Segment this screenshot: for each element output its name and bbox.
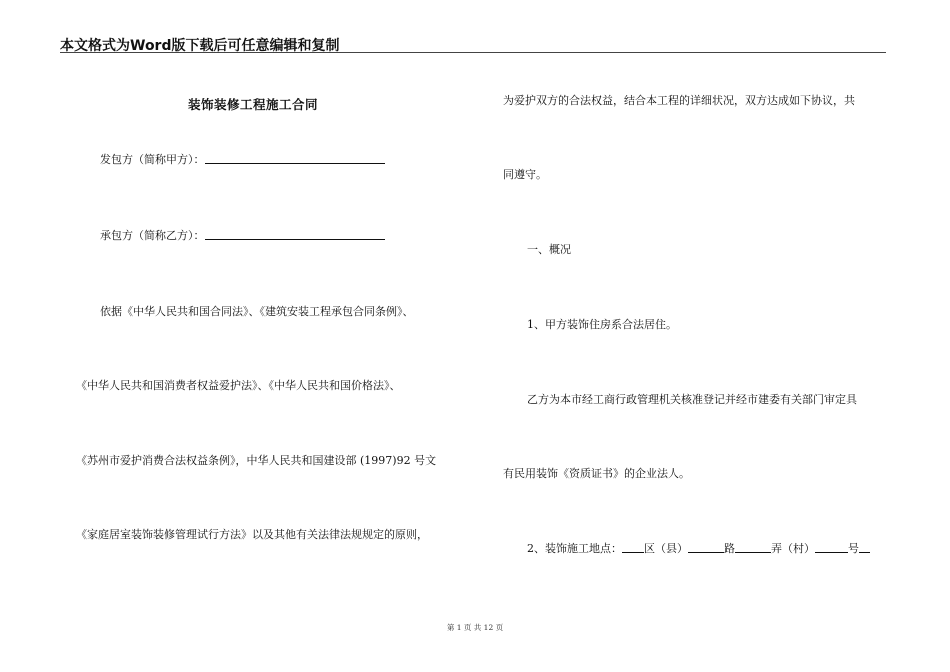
item-1b-line-2: 有民用装饰《资质证书》的企业法人。 xyxy=(503,467,690,480)
header-divider xyxy=(60,52,886,53)
party-b-label: 承包方（简称乙方）： xyxy=(100,229,205,242)
district-blank xyxy=(622,542,644,553)
document-header: 本文格式为Word版下载后可任意编辑和复制 xyxy=(60,38,340,54)
party-a-blank xyxy=(205,153,385,164)
number-label: 号 xyxy=(848,542,859,555)
item-2-address-line xyxy=(527,542,870,556)
purpose-line-2: 同遵守。 xyxy=(503,168,547,181)
page-footer: 第 1 页 共 12 页 xyxy=(446,623,504,632)
lane-label: 弄（村） xyxy=(771,542,815,555)
basis-paragraph-line-3: 《苏州市爱护消费合法权益条例》，中华人民共和国建设部 (1997)92 号文 xyxy=(76,454,437,467)
purpose-line-1: 为爱护双方的合法权益，结合本工程的详细状况，双方达成如下协议，共 xyxy=(503,94,855,107)
road-blank xyxy=(688,542,724,553)
section-overview-heading: 一、概况 xyxy=(527,243,571,256)
item-1-text: 1、甲方装饰住房系合法居住。 xyxy=(527,318,677,331)
number-blank xyxy=(815,542,848,553)
basis-paragraph-line-4: 《家庭居室装饰装修管理试行方法》以及其他有关法律法规规定的原则， xyxy=(76,528,428,541)
party-a-line xyxy=(100,153,385,167)
party-b-blank xyxy=(205,229,385,240)
basis-paragraph-line-1: 依据《中华人民共和国合同法》、《建筑安装工程承包合同条例》、 xyxy=(100,305,414,318)
road-label: 路 xyxy=(724,542,735,555)
lane-blank xyxy=(735,542,771,553)
district-label: 区（县） xyxy=(644,542,688,555)
party-a-label: 发包方（简称甲方）： xyxy=(100,153,205,166)
item-2-label: 2、装饰施工地点： xyxy=(527,542,622,555)
item-1b-line-1: 乙方为本市经工商行政管理机关核准登记并经市建委有关部门审定具 xyxy=(527,393,857,406)
trailing-blank xyxy=(859,542,870,553)
document-title: 装饰装修工程施工合同 xyxy=(188,97,319,112)
party-b-line xyxy=(100,229,385,243)
basis-paragraph-line-2: 《中华人民共和国消费者权益爱护法》、《中华人民共和国价格法》、 xyxy=(76,379,401,392)
